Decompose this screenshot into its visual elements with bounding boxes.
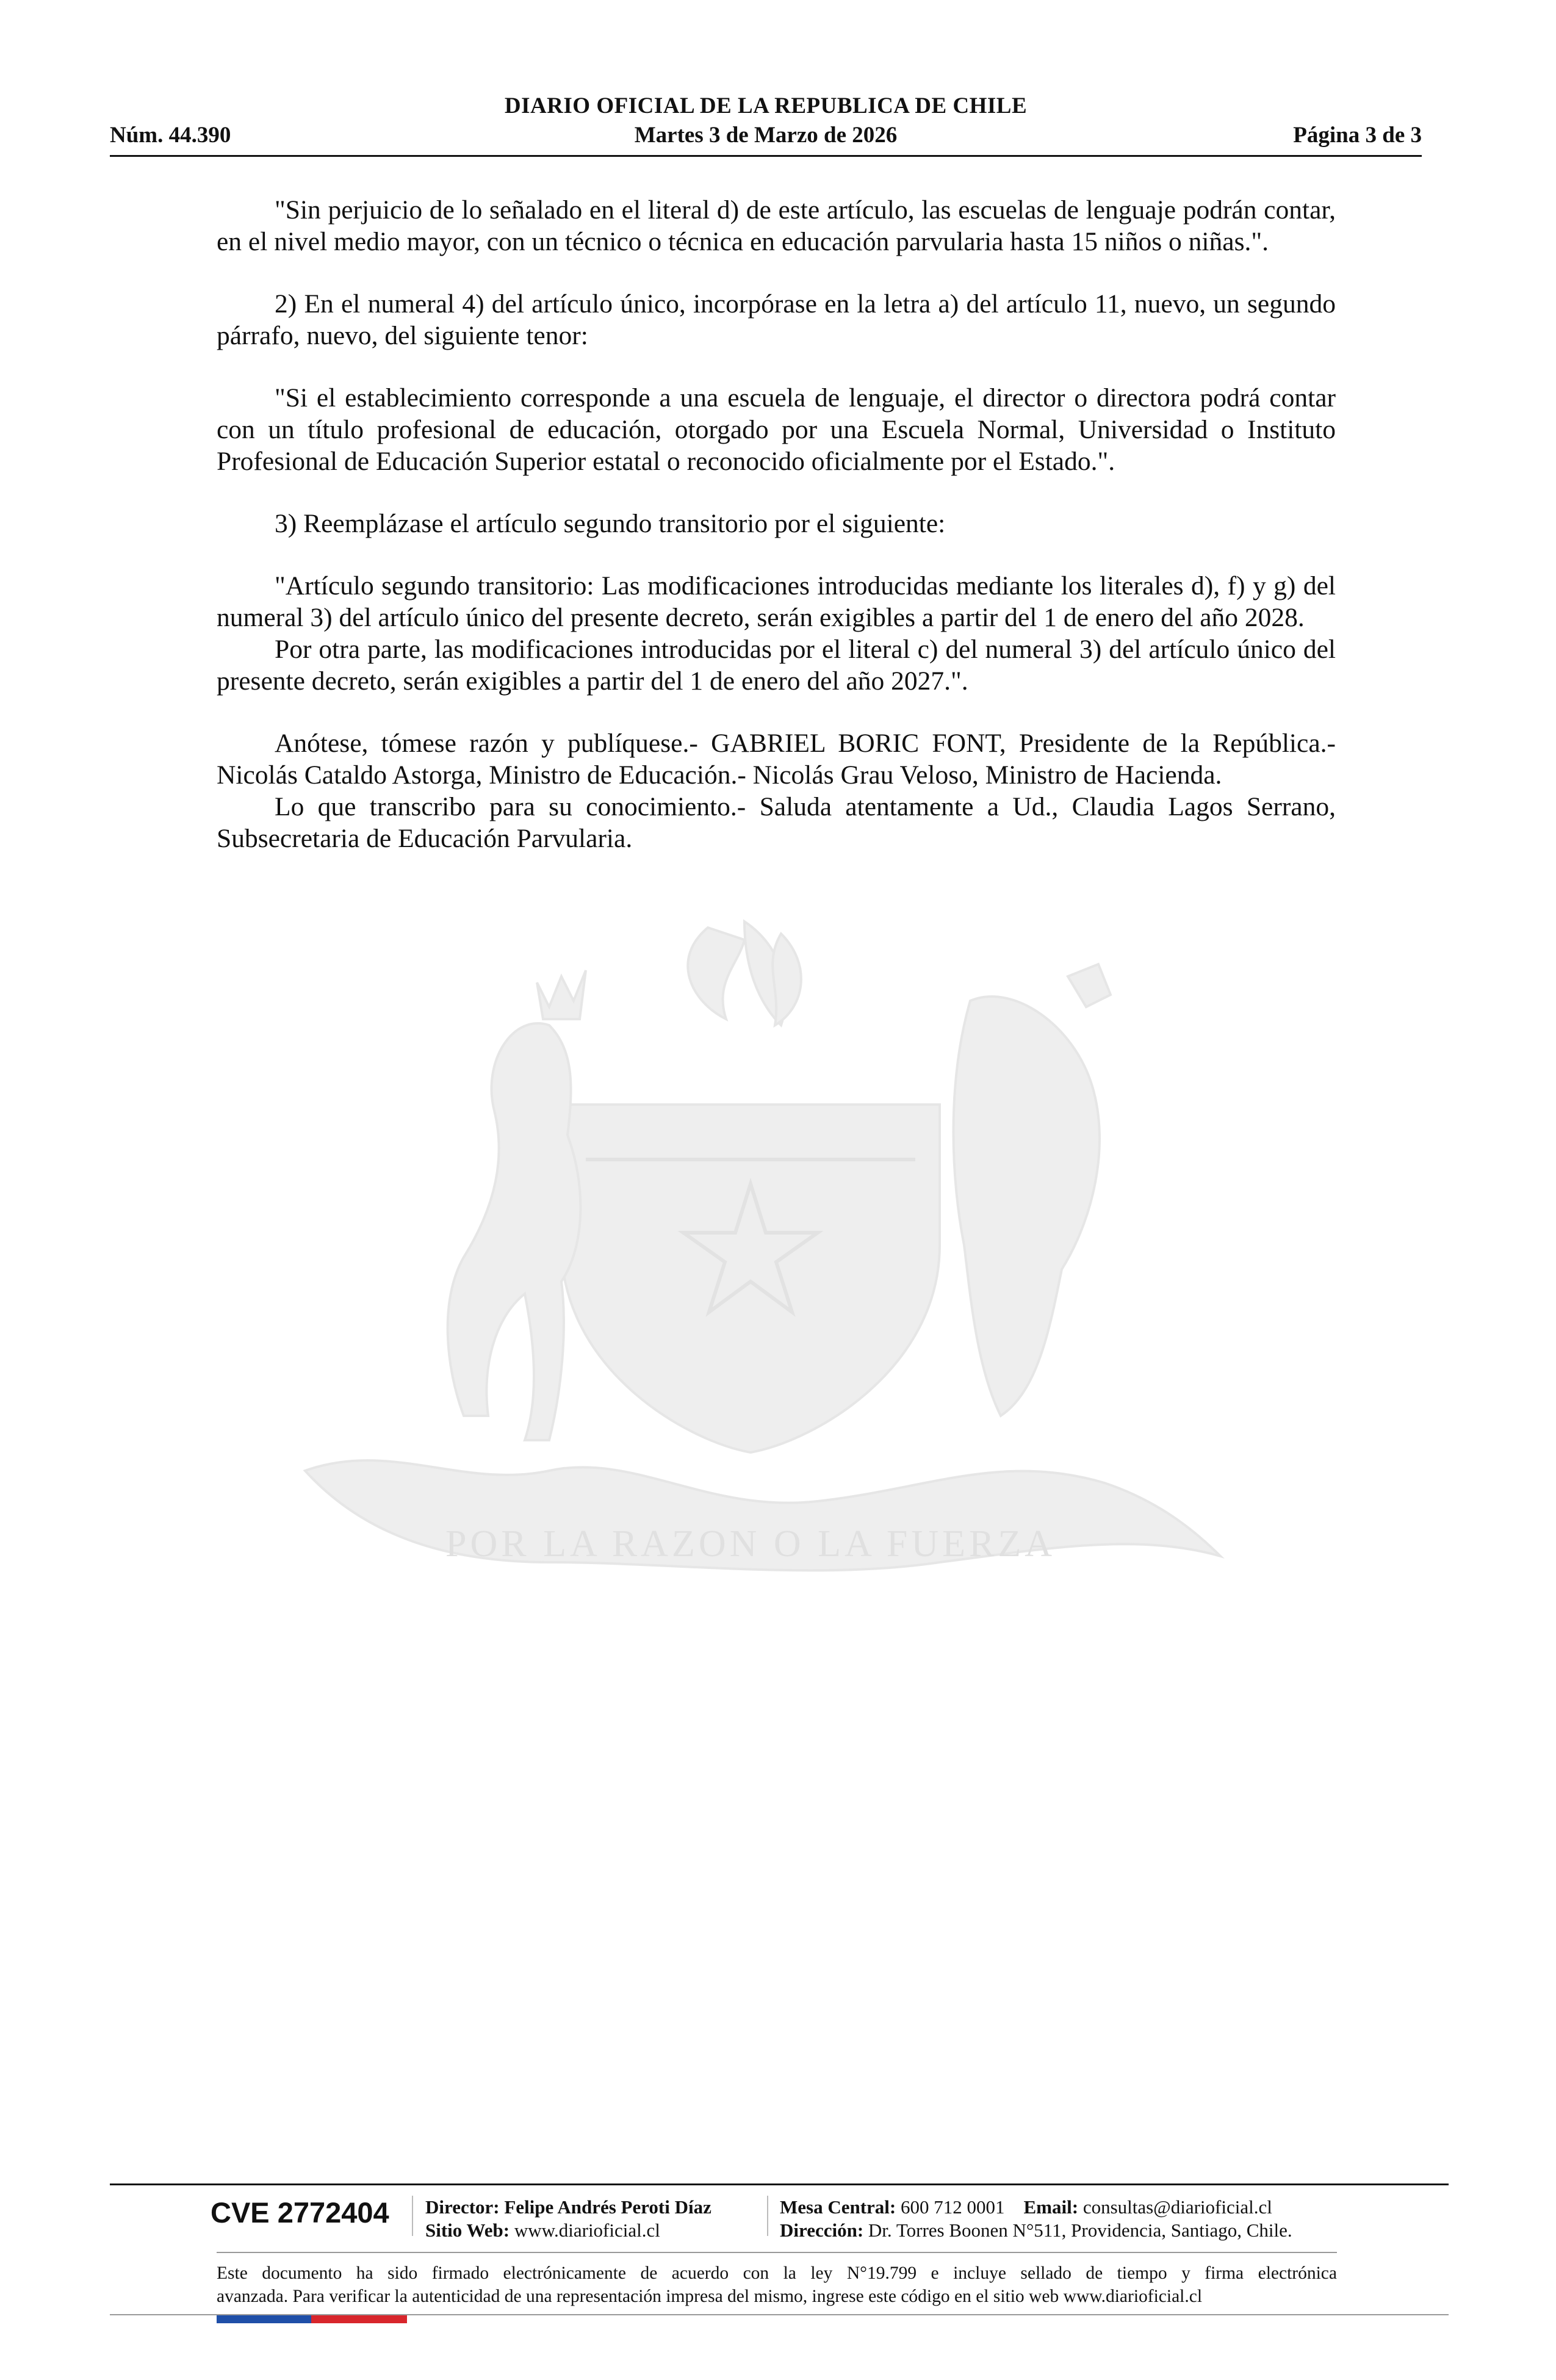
footer-separator	[412, 2196, 413, 2236]
paragraph: 3) Reemplázase el artículo segundo transitorio por el siguiente:	[275, 509, 946, 538]
flag-stripe-blue	[217, 2315, 311, 2323]
director-label: Director:	[425, 2196, 500, 2218]
footer-separator	[767, 2196, 768, 2236]
paragraph: 2) En el numeral 4) del artículo único, incorpórase en la letra a) del artículo 11, nuevo, un segundo párrafo, nuevo, del siguiente tenor:	[217, 289, 1336, 350]
header-divider	[110, 155, 1422, 157]
paragraph: Por otra parte, las modificaciones introducidas por el literal c) del numeral 3) del artículo único del presente decreto, serán exigibles a partir del 1 de enero del año 2027.".	[217, 635, 1336, 696]
page-header	[110, 93, 1422, 155]
issue-number: Núm. 44.390	[110, 123, 231, 148]
paragraph: Lo que transcribo para su conocimiento.- Saluda atentamente a Ud., Claudia Lagos Serrano, Subsecretaria de Educación Parvularia.	[217, 792, 1336, 853]
paragraph: "Si el establecimiento corresponde a una escuela de lenguaje, el director o directora podrá contar con un título profesional de educación, otorgado por una Escuela Normal, Universidad o Instituto Profesional de Educación Superior estatal o reconocido oficialmente por el Estado.".	[217, 383, 1336, 476]
footer-divider-mid	[217, 2252, 1337, 2253]
issue-date: Martes 3 de Marzo de 2026	[634, 123, 898, 148]
signature-note	[217, 2262, 1337, 2308]
document-body	[217, 194, 1336, 854]
email-link[interactable]: consultas@diarioficial.cl	[1082, 2196, 1272, 2218]
page-indicator: Página 3 de 3	[1293, 123, 1422, 148]
cve-code: CVE 2772404	[211, 2196, 389, 2229]
footer-divider-top	[110, 2183, 1449, 2185]
phone-label: Mesa Central:	[780, 2196, 896, 2218]
address-text: Dr. Torres Boonen N°511, Providencia, Santiago, Chile.	[868, 2220, 1292, 2241]
website-label: Sitio Web:	[425, 2220, 510, 2241]
email-label: Email:	[1023, 2196, 1079, 2218]
watermark-motto: POR LA RAZON O LA FUERZA	[445, 1523, 1056, 1565]
director-name: Felipe Andrés Peroti Díaz	[504, 2196, 711, 2218]
signature-note-line: Este documento ha sido firmado electrónicamente de acuerdo con la ley N°19.799 e incluye sellado de tiempo y firma electrónica	[217, 2263, 1337, 2283]
phone-number: 600 712 0001	[901, 2196, 1005, 2218]
address-label: Dirección:	[780, 2220, 864, 2241]
website-link[interactable]: www.diarioficial.cl	[514, 2220, 660, 2241]
footer-director-block	[425, 2196, 711, 2242]
paragraph: "Artículo segundo transitorio: Las modificaciones introducidas mediante los literales d), f) y g) del numeral 3) del artículo único del presente decreto, serán exigibles a partir del 1 de enero del año 2028.	[217, 571, 1336, 632]
coat-of-arms-watermark	[207, 903, 1281, 1690]
flag-stripe-red	[311, 2315, 407, 2323]
paragraph: "Sin perjuicio de lo señalado en el literal d) de este artículo, las escuelas de lenguaje podrán contar, en el nivel medio mayor, con un técnico o técnica en educación parvularia hasta 15 niños o niñas.".	[217, 195, 1336, 256]
footer-contact-block	[780, 2196, 1292, 2242]
newspaper-title: DIARIO OFICIAL DE LA REPUBLICA DE CHILE	[504, 93, 1028, 118]
signature-note-line: avanzada. Para verificar la autenticidad de una representación impresa del mismo, ingrese este código en el sitio web www.diarioficial.cl	[217, 2287, 1203, 2306]
paragraph: Anótese, tómese razón y publíquese.- GABRIEL BORIC FONT, Presidente de la República.- Nicolás Cataldo Astorga, Ministro de Educación.- Nicolás Grau Veloso, Ministro de Hacienda.	[217, 729, 1336, 790]
